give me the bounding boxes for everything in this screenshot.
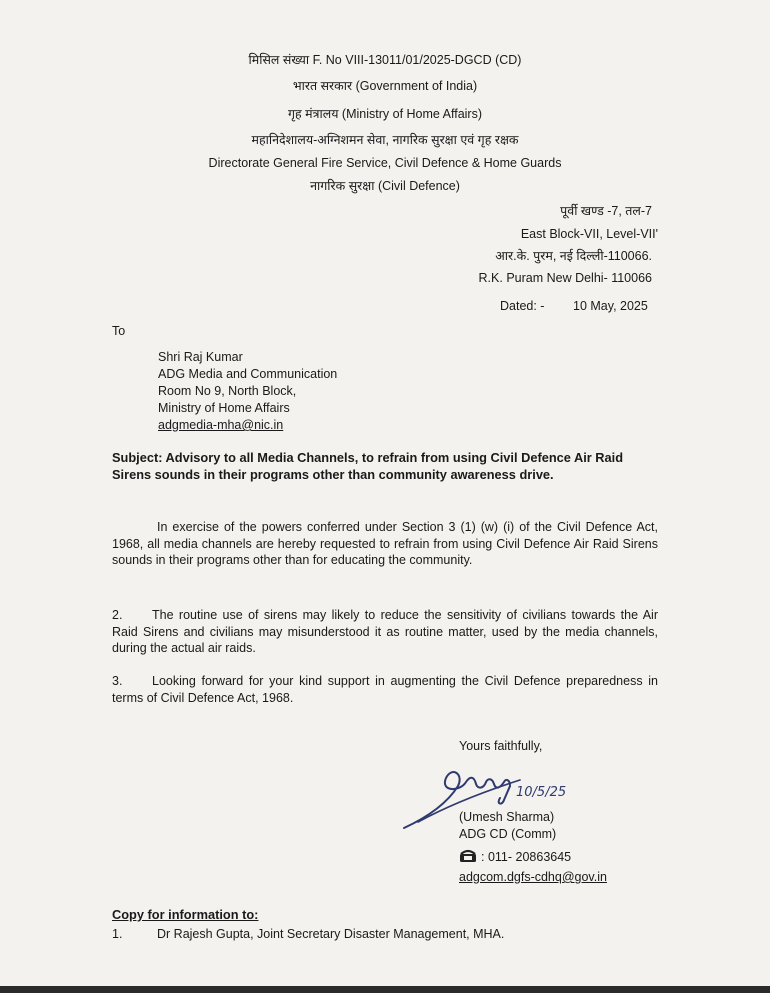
signatory-designation: ADG CD (Comm) xyxy=(459,827,557,841)
dg-english-line: Directorate General Fire Service, Civil Defence & Home Guards xyxy=(208,156,562,170)
handwritten-date: 10/5/25 xyxy=(516,785,567,800)
recipient-name: Shri Raj Kumar xyxy=(158,350,243,364)
bottom-edge-bar xyxy=(0,986,770,993)
address-line-2: East Block-VII, Level-VII' xyxy=(520,227,658,241)
govt-line: भारत सरकार (Government of India) xyxy=(292,79,478,93)
closing-text: Yours faithfully, xyxy=(459,739,543,753)
copy-heading: Copy for information to: xyxy=(112,907,259,922)
paragraph-2-text: The routine use of sirens may likely to reduce the sensitivity of civilians towards the Air Raid Sirens and civilians may misunderstood it as routine matter, used by the media channels, during the actual air raids. xyxy=(112,608,658,655)
paragraph-2 xyxy=(112,607,658,657)
address-line-1: पूर्वी खण्ड -7, तल-7 xyxy=(560,204,652,218)
signatory-email: adgcom.dgfs-cdhq@gov.in xyxy=(459,870,607,884)
phone-number: : 011- 20863645 xyxy=(481,850,572,864)
phone-line xyxy=(459,849,571,865)
telephone-icon xyxy=(459,849,477,863)
recipient-room: Room No 9, North Block, xyxy=(158,384,297,398)
copy-item-1-number: 1. xyxy=(112,927,123,941)
paragraph-3 xyxy=(112,673,658,706)
file-number: मिसिल संख्या F. No VIII-13011/01/2025-DGCD (CD) xyxy=(248,53,522,67)
paragraph-1: In exercise of the powers conferred under Section 3 (1) (w) (i) of the Civil Defence Act, 1968, all media channels are hereby requested to refrain from using Civil Defence Air Raid Sirens sounds in their programs other than for educating the community. xyxy=(112,520,658,567)
paragraph-3-text: Looking forward for your kind support in augmenting the Civil Defence preparedness in terms of Civil Defence Act, 1968. xyxy=(112,674,658,705)
paragraph-3-number: 3. xyxy=(112,674,123,688)
dated-label: Dated: - xyxy=(500,299,545,313)
paragraph-2-number: 2. xyxy=(112,608,123,622)
subject-line: Subject: Advisory to all Media Channels, to refrain from using Civil Defence Air Raid Sirens sounds in their programs other than community awareness drive. xyxy=(112,450,624,482)
copy-item-1 xyxy=(112,927,504,941)
address-line-4: R.K. Puram New Delhi- 110066 xyxy=(478,271,652,285)
ministry-line: गृह मंत्रालय (Ministry of Home Affairs) xyxy=(287,107,483,121)
recipient-designation: ADG Media and Communication xyxy=(158,367,338,381)
copy-item-1-text: Dr Rajesh Gupta, Joint Secretary Disaster Management, MHA. xyxy=(157,927,505,941)
recipient-email: adgmedia-mha@nic.in xyxy=(158,418,284,432)
dg-hindi-line: महानिदेशालय-अग्निशमन सेवा, नागरिक सुरक्षा एवं गृह रक्षक xyxy=(251,133,519,147)
division-line: नागरिक सुरक्षा (Civil Defence) xyxy=(310,179,460,193)
to-label: To xyxy=(112,324,126,338)
dated-value: 10 May, 2025 xyxy=(573,299,648,313)
signatory-name: (Umesh Sharma) xyxy=(459,810,555,824)
recipient-ministry: Ministry of Home Affairs xyxy=(158,401,290,415)
address-line-3: आर.के. पुरम, नई दिल्ली-110066. xyxy=(495,249,652,263)
